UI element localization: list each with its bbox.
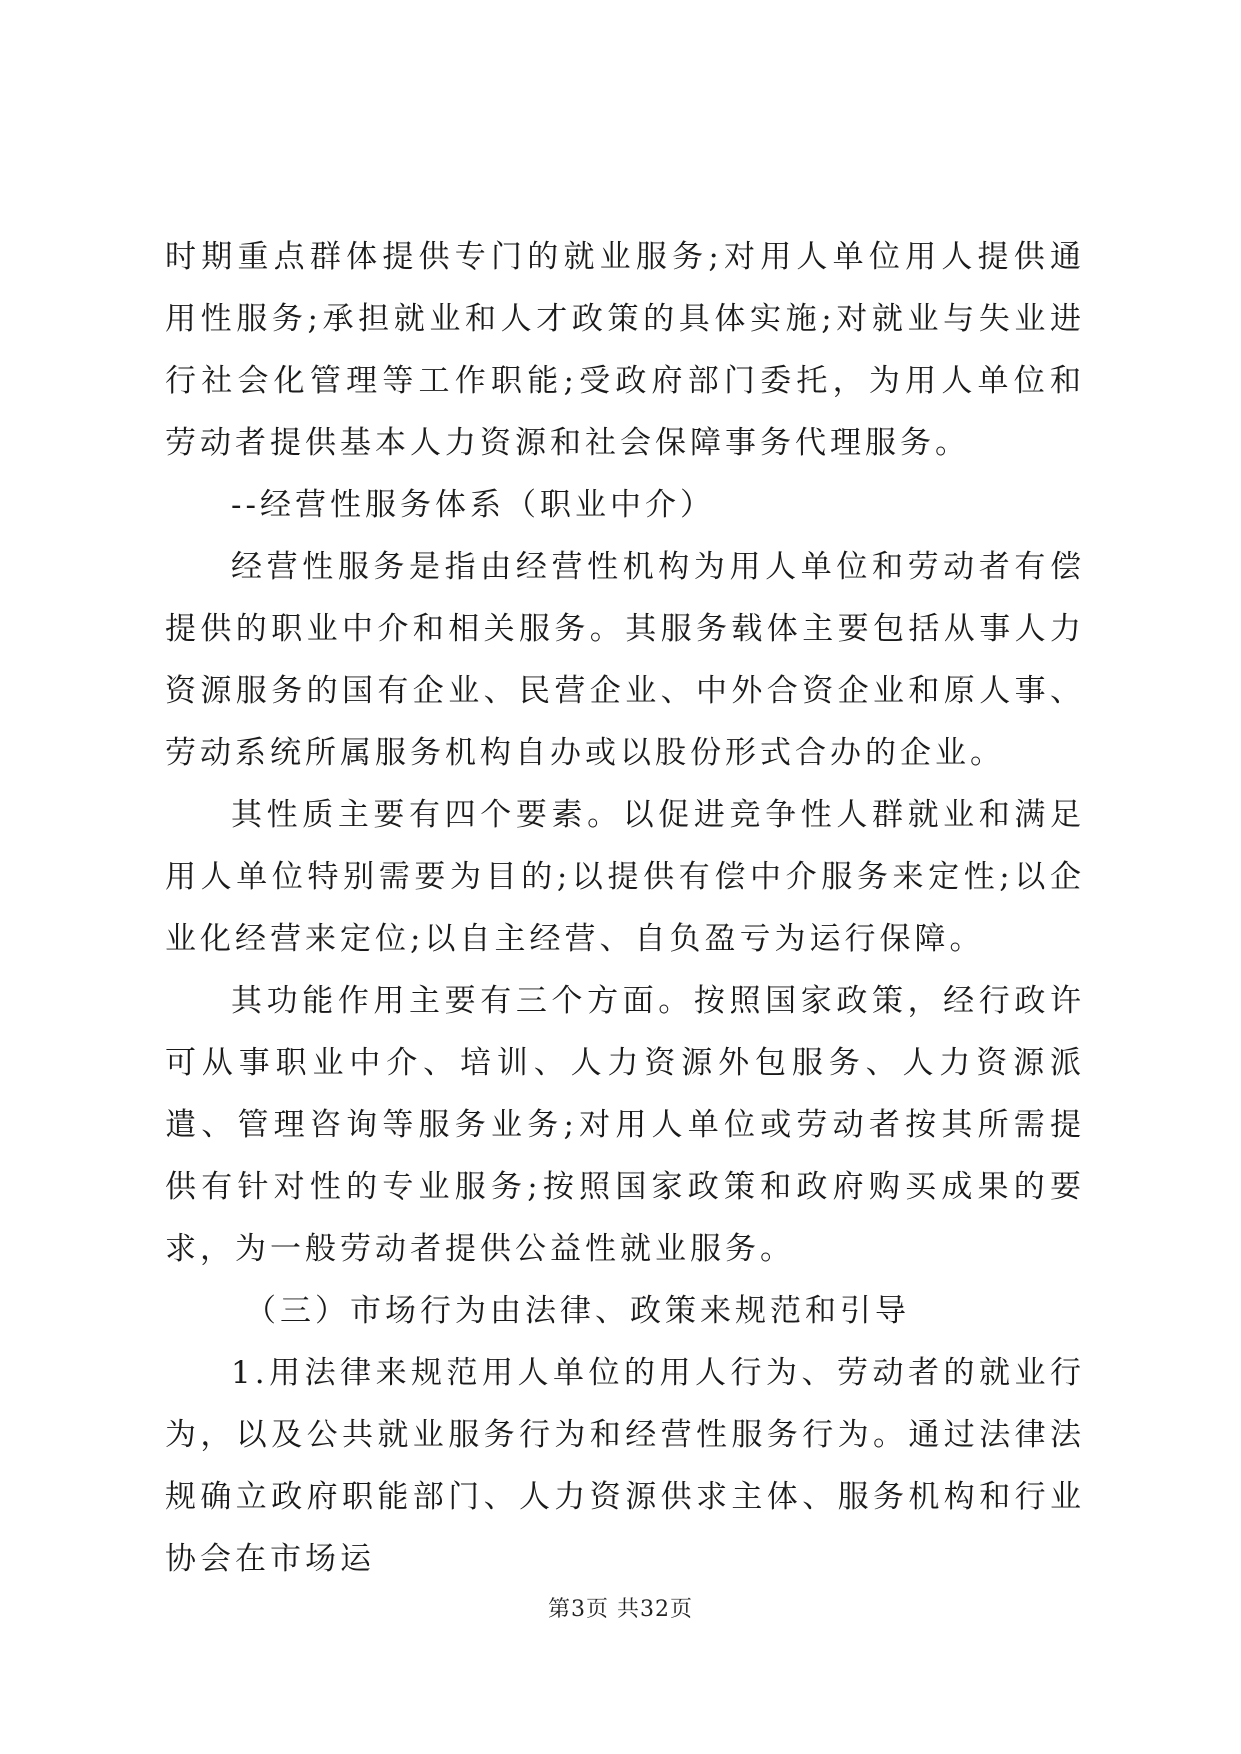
page-number-footer: 第3页 共32页 xyxy=(548,1597,693,1622)
section-heading-market-behavior: （三）市场行为由法律、政策来规范和引导 xyxy=(245,1293,910,1329)
body-text xyxy=(165,226,1085,1590)
paragraph-nature-elements: 其性质主要有四个要素。以促进竞争性人群就业和满足用人单位特别需要为目的;以提供有偿中介服务来定性;以企业化经营来定位;以自主经营、自负盈亏为运行保障。 xyxy=(165,797,1085,957)
paragraph-continuation: 时期重点群体提供专门的就业服务;对用人单位用人提供通用性服务;承担就业和人才政策的具体实施;对就业与失业进行社会化管理等工作职能;受政府部门委托，为用人单位和劳动者提供基本人力资源和社会保障事务代理服务。 xyxy=(165,239,1085,461)
paragraph-law-regulation: 1.用法律来规范用人单位的用人行为、劳动者的就业行为，以及公共就业服务行为和经营性服务行为。通过法律法规确立政府职能部门、人力资源供求主体、服务机构和行业协会在市场运 xyxy=(165,1355,1085,1577)
heading-commercial-service-system: --经营性服务体系（职业中介） xyxy=(231,487,715,523)
paragraph-functions: 其功能作用主要有三个方面。按照国家政策，经行政许可从事职业中介、培训、人力资源外包服务、人力资源派遣、管理咨询等服务业务;对用人单位或劳动者按其所需提供有针对性的专业服务;按照国家政策和政府购买成果的要求，为一般劳动者提供公益性就业服务。 xyxy=(165,983,1085,1267)
paragraph-commercial-service-definition: 经营性服务是指由经营性机构为用人单位和劳动者有偿提供的职业中介和相关服务。其服务载体主要包括从事人力资源服务的国有企业、民营企业、中外合资企业和原人事、劳动系统所属服务机构自办或以股份形式合办的企业。 xyxy=(165,549,1085,771)
